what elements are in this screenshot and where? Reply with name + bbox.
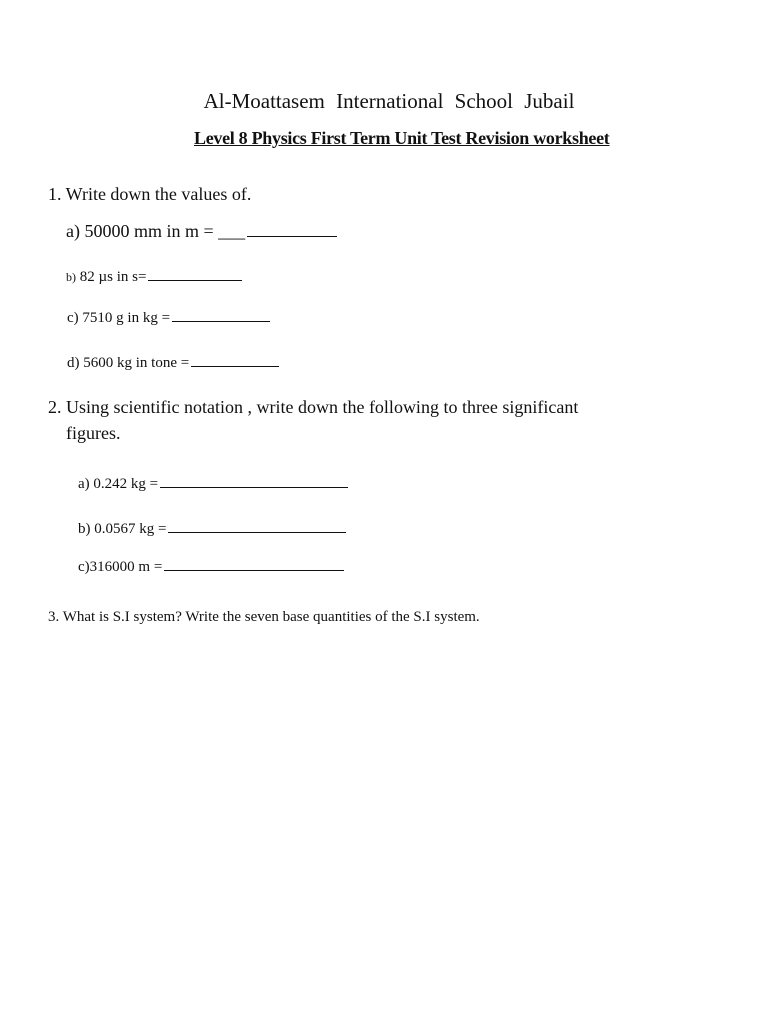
answer-blank [191, 352, 279, 367]
question-1a [66, 221, 337, 242]
answer-blank [164, 556, 344, 571]
question-2b-text: b) 0.0567 kg = [78, 521, 167, 537]
question-1b-text: 82 µs in s= [76, 269, 147, 285]
answer-blank [168, 518, 346, 533]
worksheet-title: Level 8 Physics First Term Unit Test Revision worksheet [194, 128, 610, 148]
question-1b [66, 266, 242, 286]
answer-blank [172, 307, 270, 322]
question-1c-text: c) 7510 g in kg = [67, 310, 171, 326]
question-1-prompt: 1. Write down the values of. [48, 184, 252, 204]
answer-blank [160, 473, 348, 488]
question-2c [78, 556, 344, 576]
question-2a [78, 473, 348, 493]
school-name: Al-Moattasem International School Jubail [203, 89, 575, 113]
question-2a-text: a) 0.242 kg = [78, 476, 159, 492]
question-1d-text: d) 5600 kg in tone = [67, 355, 190, 371]
answer-blank [247, 222, 337, 237]
answer-blank [148, 266, 242, 281]
question-1c [67, 307, 270, 327]
question-1d [67, 352, 279, 372]
question-3-prompt: 3. What is S.I system? Write the seven base quantities of the S.I system. [48, 609, 480, 625]
question-2-prompt: 2. Using scientific notation , write down the following to three significant [48, 397, 579, 417]
question-1b-label: b) [66, 270, 76, 284]
question-2c-text: c)316000 m = [78, 559, 163, 575]
question-2-prompt-cont: figures. [66, 423, 121, 443]
question-1a-text: a) 50000 mm in m = ___ [66, 221, 246, 241]
question-2b [78, 518, 346, 538]
